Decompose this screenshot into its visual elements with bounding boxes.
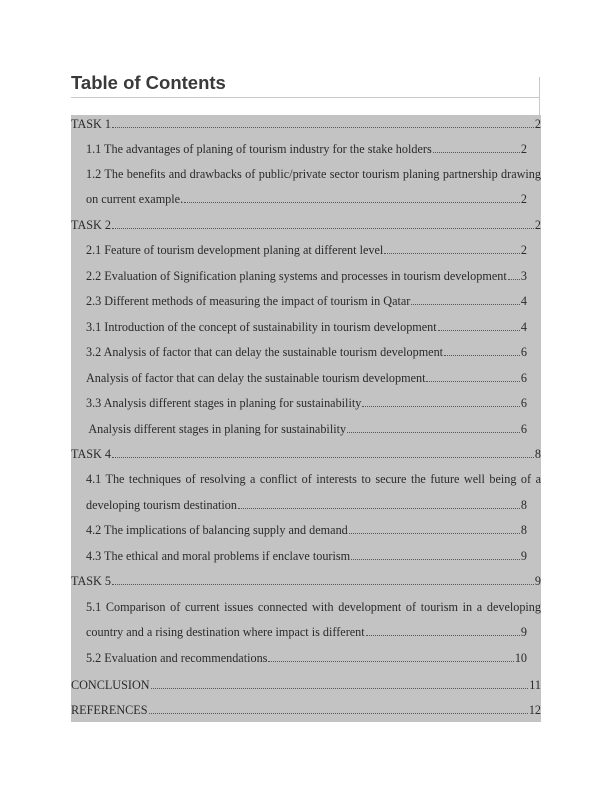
toc-entry-1-2[interactable] <box>86 190 527 208</box>
toc-entry-label: TASK 2 <box>71 218 111 232</box>
toc-entry-4-3[interactable] <box>86 547 527 565</box>
toc-entry-label: 4.2 The implications of balancing supply and demand <box>86 523 348 537</box>
toc-entry-label: Analysis different stages in planing for sustainability <box>86 422 347 436</box>
toc-entry-label: TASK 4 <box>71 447 111 461</box>
toc-entry-task4[interactable] <box>71 445 541 463</box>
toc-entry-task5[interactable] <box>71 572 541 590</box>
toc-heading: Table of Contents <box>71 72 540 98</box>
toc-page-number: 8 <box>520 523 527 537</box>
toc-page-number: 6 <box>520 345 527 359</box>
dot-leader <box>347 421 520 433</box>
dot-leader <box>433 141 520 153</box>
toc-entry-1-1[interactable] <box>86 140 527 158</box>
toc-page-number: 11 <box>529 678 541 692</box>
toc-page-number: 2 <box>534 218 541 232</box>
toc-page-number: 2 <box>520 142 527 156</box>
toc-entry-3-3[interactable] <box>86 394 527 412</box>
toc-page-number: 8 <box>534 447 541 461</box>
dot-leader <box>112 573 534 585</box>
toc-entry-label: CONCLUSION <box>71 678 150 692</box>
toc-entry-label: 2.3 Different methods of measuring the impact of tourism in Qatar <box>86 294 411 308</box>
toc-entry-5-1-line1[interactable]: 5.1 Comparison of current issues connected with development of tourism in a developing <box>86 600 541 614</box>
dot-leader <box>112 116 534 128</box>
toc-entry-label: 3.3 Analysis different stages in planing for sustainability <box>86 396 362 410</box>
toc-entry-3-1[interactable] <box>86 318 527 336</box>
toc-page-number: 4 <box>520 294 527 308</box>
dot-leader <box>444 344 520 356</box>
dot-leader <box>384 242 520 254</box>
toc-entry-label: developing tourism destination <box>86 498 237 512</box>
toc-entry-label: Analysis of factor that can delay the sustainable tourism development <box>86 371 426 385</box>
dot-leader <box>351 548 520 560</box>
toc-entry-label: on current example. <box>86 192 184 206</box>
toc-page-number: 10 <box>514 651 527 665</box>
toc-entry-2-2[interactable] <box>86 267 527 285</box>
toc-entry-task2[interactable] <box>71 216 541 234</box>
toc-entry-label: 5.2 Evaluation and recommendations <box>86 651 268 665</box>
toc-entry-label: TASK 1 <box>71 117 111 131</box>
toc-entry-3-3-sub[interactable] <box>86 420 527 438</box>
dot-leader <box>362 395 520 407</box>
dot-leader <box>112 446 534 458</box>
toc-entry-label: 2.2 Evaluation of Signification planing systems and processes in tourism development <box>86 269 507 283</box>
toc-entry-3-2-sub[interactable] <box>86 369 527 387</box>
dot-leader <box>238 497 520 509</box>
dot-leader <box>268 650 513 662</box>
toc-page-number: 3 <box>520 269 527 283</box>
toc-page-number: 9 <box>520 625 527 639</box>
toc-entry-label: 2.1 Feature of tourism development planing at different level <box>86 243 384 257</box>
toc-page-number: 12 <box>528 703 541 717</box>
toc-entry-label: 3.1 Introduction of the concept of sustainability in tourism development <box>86 320 437 334</box>
dot-leader <box>426 370 519 382</box>
toc-page-number: 6 <box>520 422 527 436</box>
toc-entry-2-3[interactable] <box>86 292 527 310</box>
dot-leader <box>438 319 520 331</box>
toc-entry-3-2[interactable] <box>86 343 527 361</box>
dot-leader <box>349 522 520 534</box>
toc-entry-1-2-line1[interactable]: 1.2 The benefits and drawbacks of public/private sector tourism planing partnership drawing <box>86 167 541 181</box>
toc-page-number: 6 <box>520 396 527 410</box>
toc-entry-references[interactable] <box>71 701 541 719</box>
dot-leader <box>151 677 529 689</box>
toc-page-number: 6 <box>520 371 527 385</box>
toc-entry-5-1[interactable] <box>86 623 527 641</box>
toc-page-number: 9 <box>534 574 541 588</box>
toc-page-number: 2 <box>520 192 527 206</box>
toc-entry-conclusion[interactable] <box>71 676 541 694</box>
toc-entry-task1[interactable] <box>71 115 541 133</box>
toc-entry-label: 4.3 The ethical and moral problems if enclave tourism <box>86 549 351 563</box>
toc-page-number: 9 <box>520 549 527 563</box>
toc-page-number: 2 <box>520 243 527 257</box>
toc-entry-4-2[interactable] <box>86 521 527 539</box>
toc-page-number: 8 <box>520 498 527 512</box>
toc-entry-label: country and a rising destination where impact is different <box>86 625 365 639</box>
toc-entry-2-1[interactable] <box>86 241 527 259</box>
dot-leader <box>508 268 520 280</box>
toc-entry-label: REFERENCES <box>71 703 148 717</box>
dot-leader <box>112 217 534 229</box>
toc-page-number: 4 <box>520 320 527 334</box>
toc-entry-label: TASK 5 <box>71 574 111 588</box>
dot-leader <box>411 293 520 305</box>
toc-entry-label: 1.1 The advantages of planing of tourism industry for the stake holders <box>86 142 432 156</box>
toc-page-number: 2 <box>534 117 541 131</box>
toc-entry-4-1-line1[interactable]: 4.1 The techniques of resolving a conflict of interests to secure the future well being of a <box>86 472 541 486</box>
toc-entry-5-2[interactable] <box>86 649 527 667</box>
heading-divider <box>539 77 540 115</box>
toc-entry-4-1[interactable] <box>86 496 527 514</box>
dot-leader <box>149 702 528 714</box>
toc-entry-label: 3.2 Analysis of factor that can delay the sustainable tourism development <box>86 345 444 359</box>
dot-leader <box>366 624 520 636</box>
dot-leader <box>184 191 520 203</box>
